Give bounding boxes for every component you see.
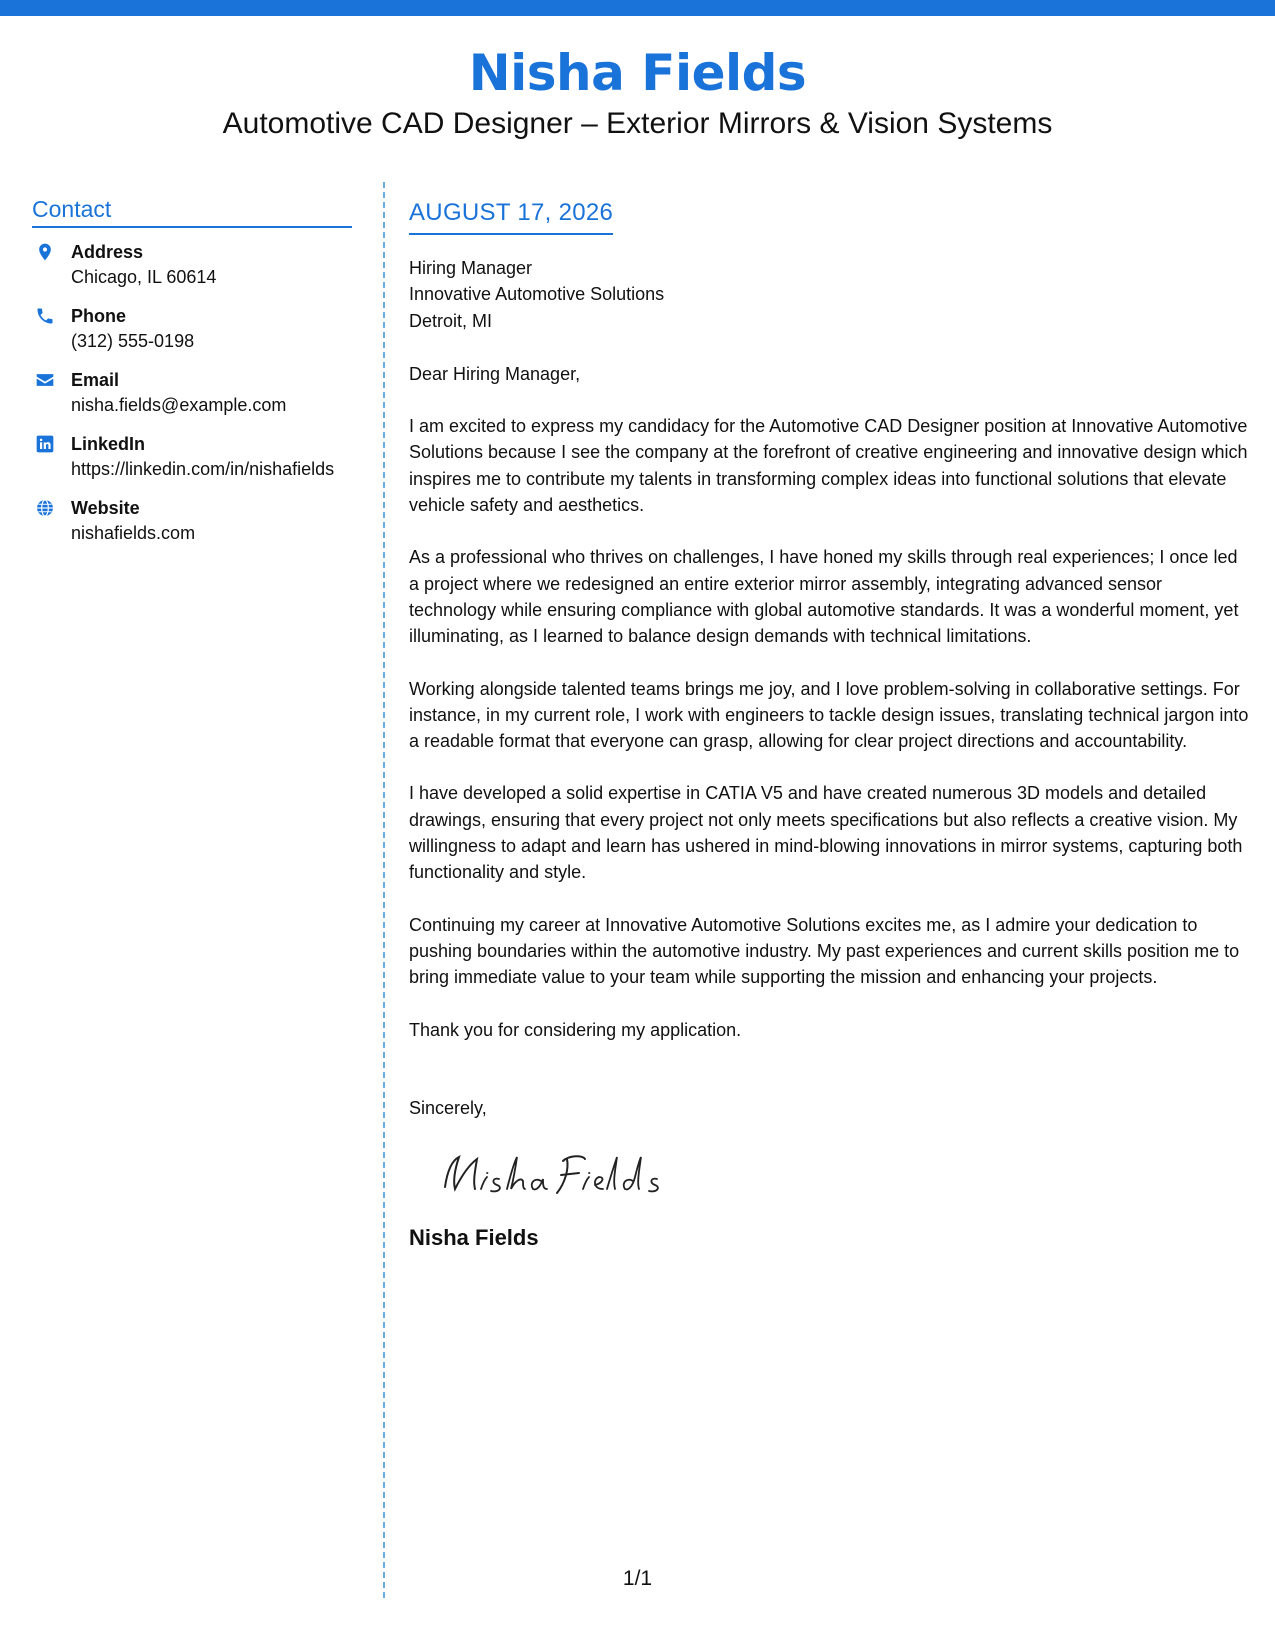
letter-paragraph: Thank you for considering my application. (409, 1019, 742, 1040)
column-divider (383, 182, 385, 1598)
cover-letter-body (409, 198, 1251, 1252)
contact-label: Email (71, 370, 120, 390)
contact-item-linkedin (32, 432, 352, 482)
phone-value[interactable]: (312) 555-0198 (71, 331, 195, 351)
applicant-name: Nisha Fields (468, 44, 807, 102)
address-value: Chicago, IL 60614 (71, 267, 217, 287)
contact-label: Address (71, 242, 144, 262)
closing: Sincerely, (409, 1097, 487, 1118)
recipient-block (409, 255, 1251, 334)
letter-paragraph: As a professional who thrives on challenges, I have honed my skills through real experiences; I once led a project where we redesigned an entire exterior mirror assembly, integrating advanced sensor technology while ensuring compliance with global automotive standards. It was a wonderful moment, yet illuminating, as I learned to balance design demands with technical limitations. (409, 547, 1239, 647)
handwritten-signature (437, 1143, 667, 1203)
letter-paragraph: I am excited to express my candidacy for the Automotive CAD Designer position at Innovative Automotive Solutions because I see the company at the forefront of creative engineering and innovative design which inspires me to contribute my talents in transforming complex ideas into functional solutions that elevate vehicle safety and aesthetics. (409, 416, 1248, 516)
contact-item-website (32, 496, 352, 546)
letter-paragraph: Continuing my career at Innovative Automotive Solutions excites me, as I admire your dedication to pushing boundaries within the automotive industry. My past experiences and current skills position me to bring immediate value to your team while supporting the mission and enhancing your projects. (409, 914, 1240, 988)
contact-item-email (32, 368, 352, 418)
applicant-title: Automotive CAD Designer – Exterior Mirrors & Vision Systems (222, 107, 1053, 140)
linkedin-icon (35, 434, 55, 454)
salutation: Dear Hiring Manager, (409, 363, 581, 384)
contact-sidebar (32, 196, 352, 560)
contact-item-address (32, 240, 352, 290)
contact-heading: Contact (32, 196, 352, 228)
recipient-line: Hiring Manager (409, 258, 533, 278)
contact-label: Website (71, 498, 140, 518)
top-accent-bar (0, 0, 1275, 16)
linkedin-value[interactable]: https://linkedin.com/in/nishafields (71, 459, 335, 479)
letter-paragraph: I have developed a solid expertise in CATIA V5 and have created numerous 3D models and detailed drawings, ensuring that every project not only meets specifications but also reflects a creative vision. My willingness to adapt and learn has ushered in mind-blowing innovations in mirror systems, capturing both functionality and style. (409, 783, 1243, 883)
signer-name: Nisha Fields (409, 1225, 539, 1251)
contact-item-phone (32, 304, 352, 354)
letter-paragraph: Working alongside talented teams brings me joy, and I love problem-solving in collaborative settings. For instance, in my current role, I work with engineers to tackle design issues, translating technical jargon into a readable format that everyone can grasp, allowing for clear project directions and accountability. (409, 678, 1249, 752)
letter-date: AUGUST 17, 2026 (409, 198, 613, 235)
website-value[interactable]: nishafields.com (71, 523, 196, 543)
map-pin-icon (35, 242, 55, 262)
contact-label: LinkedIn (71, 434, 146, 454)
contact-list (32, 240, 352, 546)
recipient-line: Innovative Automotive Solutions (409, 284, 665, 305)
phone-icon (35, 306, 55, 326)
page-number: 1/1 (622, 1567, 653, 1590)
contact-label: Phone (71, 306, 127, 326)
email-value[interactable]: nisha.fields@example.com (71, 395, 287, 415)
recipient-line: Detroit, MI (409, 310, 493, 331)
globe-icon (35, 498, 55, 518)
resume-header (0, 40, 1275, 142)
envelope-icon (35, 370, 55, 390)
